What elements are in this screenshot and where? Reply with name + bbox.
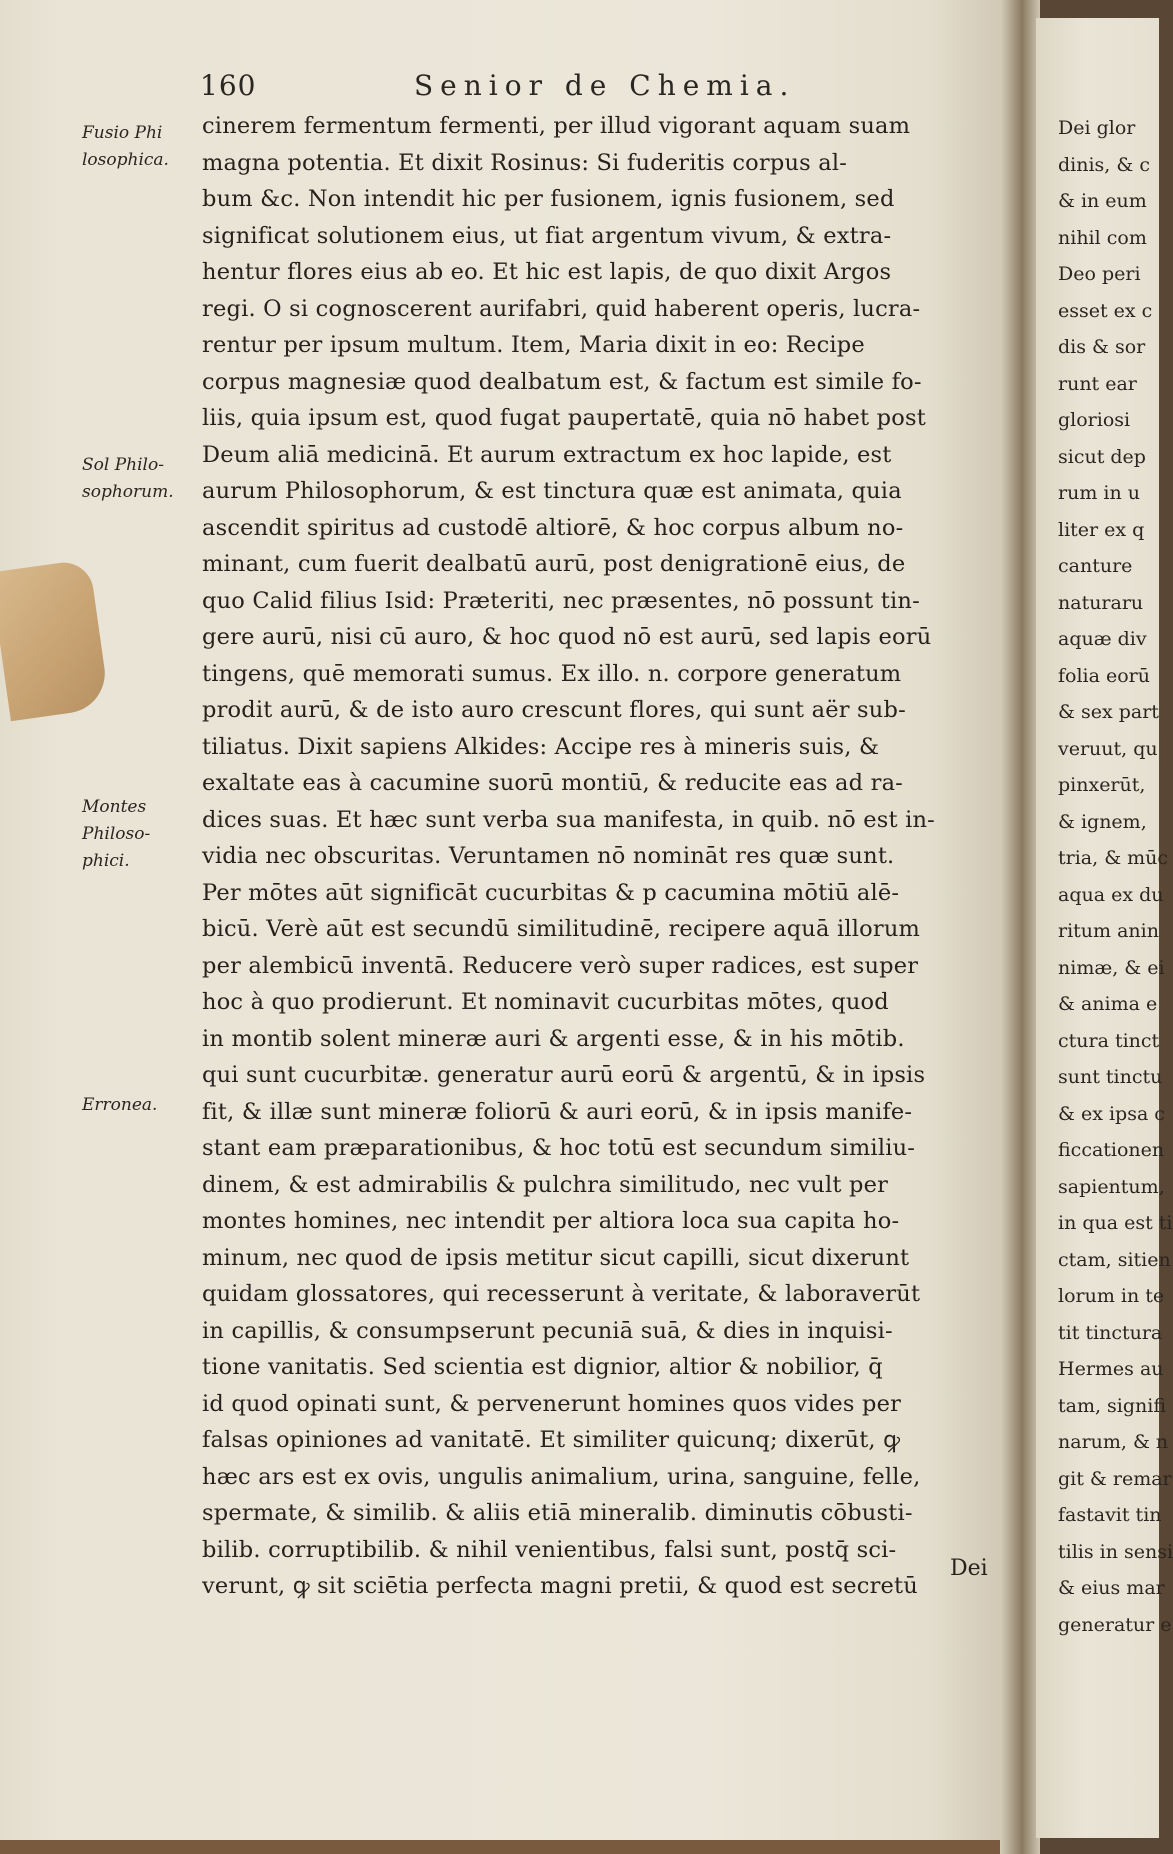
facing-text-line: liter ex q: [1058, 518, 1145, 541]
facing-text-line: tit tinctura: [1058, 1321, 1163, 1344]
paper-tab: [0, 559, 110, 721]
text-line: id quod opinati sunt, & pervenerunt homines quos vides per: [202, 1390, 902, 1417]
facing-text-line: narum, & n: [1058, 1431, 1169, 1453]
text-line: bilib. corruptibilib. & nihil venientibus, falsi sunt, postq̄ sci-: [202, 1536, 897, 1563]
text-line: montes homines, nec intendit per altiora loca sua capita ho-: [202, 1208, 900, 1234]
facing-text-line: tilis in sensi: [1058, 1540, 1173, 1563]
facing-text-line: nimæ, & ei: [1058, 956, 1165, 979]
text-line: verunt, ꝙ sit sciētia perfecta magni pretii, & quod est secretū: [202, 1573, 918, 1599]
marginal-line: phici.: [82, 851, 130, 871]
facing-text-line: rum in u: [1058, 482, 1140, 504]
catchword: Dei: [950, 1556, 988, 1581]
text-line: minum, nec quod de ipsis metitur sicut capilli, sicut dixerunt: [202, 1244, 910, 1271]
text-line: aurum Philosophorum, & est tinctura quæ est animata, quia: [202, 478, 902, 504]
text-line: significat solutionem eius, ut fiat argentum vivum, & extra-: [202, 222, 892, 249]
text-line: cinerem fermentum fermenti, per illud vigorant aquam suam: [202, 113, 911, 139]
running-title: Senior de Chemia.: [414, 69, 796, 102]
text-line: qui sunt cucurbitæ. generatur aurū eorū & argentū, & in ipsis: [202, 1062, 926, 1088]
text-line: in capillis, & consumpserunt pecuniā suā, & dies in inquisi-: [202, 1317, 893, 1344]
text-line: corpus magnesiæ quod dealbatum est, & factum est simile fo-: [202, 368, 922, 395]
text-line: exaltate eas à cacumine suorū montiū, & reducite eas ad ra-: [202, 770, 903, 796]
facing-text-line: pinxerūt,: [1058, 774, 1146, 796]
marginal-note: [82, 452, 194, 506]
text-line: hoc à quo prodierunt. Et nominavit cucurbitas mōtes, quod: [202, 989, 889, 1015]
book-gutter: [1000, 0, 1040, 1854]
facing-text-line: sunt tinctu: [1058, 1066, 1163, 1088]
text-line: falsas opiniones ad vanitatē. Et similiter quicunq; dixerūt, ꝙ: [202, 1427, 901, 1453]
text-line: bum &c. Non intendit hic per fusionem, ignis fusionem, sed: [202, 186, 895, 212]
text-line: dices suas. Et hæc sunt verba sua manifesta, in quib. nō est in-: [202, 806, 935, 833]
facing-text-line: git & remar: [1058, 1467, 1172, 1490]
text-line: stant eam præparationibus, & hoc totū est secundum similiu-: [202, 1135, 916, 1161]
facing-text-line: dis & sor: [1058, 336, 1146, 358]
facing-page-text: [1036, 110, 1173, 1643]
facing-text-line: folia eorū: [1058, 664, 1150, 687]
text-line: dinem, & est admirabilis & pulchra similitudo, nec vult per: [202, 1171, 889, 1198]
facing-text-line: & eius mar: [1058, 1577, 1165, 1599]
text-line: hentur flores eius ab eo. Et hic est lapis, de quo dixit Argos: [202, 259, 892, 285]
text-line: rentur per ipsum multum. Item, Maria dixit in eo: Recipe: [202, 332, 865, 358]
text-line: vidia nec obscuritas. Veruntamen nō nomināt res quæ sunt.: [202, 843, 895, 869]
text-line: quo Calid filius Isid: Præteriti, nec præsentes, nō possunt tin-: [202, 587, 920, 614]
facing-text-line: tam, signifi: [1058, 1394, 1167, 1417]
facing-text-line: & in eum: [1058, 190, 1147, 212]
text-line: fit, & illæ sunt mineræ foliorū & auri eorū, & in ipsis manife-: [202, 1098, 913, 1125]
facing-page: [1036, 18, 1173, 1838]
marginal-line: Erronea.: [82, 1095, 158, 1115]
facing-text-line: Deo peri: [1058, 263, 1141, 285]
facing-text-line: runt ear: [1058, 372, 1137, 395]
marginal-note: [82, 1092, 194, 1119]
marginal-note: [82, 120, 194, 174]
facing-text-line: nihil com: [1058, 226, 1147, 249]
facing-text-line: & sex part: [1058, 701, 1159, 723]
text-line: bicū. Verè aūt est secundū similitudinē, recipere aquā illorum: [202, 916, 921, 942]
facing-text-line: lorum in te: [1058, 1285, 1165, 1307]
marginal-line: sophorum.: [82, 482, 174, 502]
text-line: hæc ars est ex ovis, ungulis animalium, urina, sanguine, felle,: [202, 1463, 921, 1490]
facing-text-line: aquæ div: [1058, 628, 1147, 650]
text-line: tiliatus. Dixit sapiens Alkides: Accipe res à mineris suis, &: [202, 733, 880, 760]
text-line: per alembicū inventā. Reducere verò super radices, est super: [202, 952, 919, 979]
facing-text-line: esset ex c: [1058, 299, 1153, 322]
text-line: Deum aliā medicinā. Et aurum extractum ex hoc lapide, est: [202, 441, 892, 468]
text-line: quidam glossatores, qui recesserunt à veritate, & laboraverūt: [202, 1281, 921, 1307]
facing-text-line: ctura tinct: [1058, 1029, 1160, 1052]
marginal-line: Philoso-: [82, 824, 151, 844]
marginal-line: Fusio Phi: [82, 123, 163, 143]
facing-text-line: tria, & mūc: [1058, 847, 1169, 869]
text-line: tingens, quē memorati sumus. Ex illo. n. corpore generatum: [202, 660, 902, 687]
text-line: in montib solent mineræ auri & argenti esse, & in his mōtib.: [202, 1025, 905, 1052]
text-line: tione vanitatis. Sed scientia est dignior, altior & nobilior, q̄: [202, 1354, 883, 1380]
page-number: 160: [200, 69, 257, 102]
text-line: magna potentia. Et dixit Rosinus: Si fuderitis corpus al-: [202, 149, 848, 176]
facing-text-line: ritum anin: [1058, 920, 1159, 942]
marginal-line: Sol Philo-: [82, 455, 164, 475]
text-line: liis, quia ipsum est, quod fugat paupertatē, quia nō habet post: [202, 405, 926, 431]
facing-text-line: naturaru: [1058, 591, 1144, 614]
text-line: minant, cum fuerit dealbatū aurū, post denigrationē eius, de: [202, 551, 906, 577]
page-header: [200, 66, 1000, 106]
text-line: Per mōtes aūt significāt cucurbitas & p cacumina mōtiū alē-: [202, 879, 900, 906]
text-line: gere aurū, nisi cū auro, & hoc quod nō est aurū, sed lapis eorū: [202, 624, 932, 650]
marginal-line: losophica.: [82, 150, 169, 170]
main-text: [202, 108, 1002, 1605]
facing-text-line: ficcationen: [1058, 1139, 1165, 1161]
facing-text-line: Hermes au: [1058, 1358, 1164, 1380]
facing-text-line: generatur e: [1058, 1613, 1172, 1636]
text-line: ascendit spiritus ad custodē altiorē, & hoc corpus album no-: [202, 514, 904, 541]
text-line: regi. O si cognoscerent aurifabri, quid haberent operis, lucra-: [202, 295, 921, 322]
facing-text-line: dinis, & c: [1058, 153, 1150, 176]
facing-text-line: & ex ipsa c: [1058, 1102, 1165, 1125]
facing-text-line: fastavit tin: [1058, 1504, 1162, 1526]
facing-text-line: sicut dep: [1058, 445, 1146, 468]
facing-text-line: sapientum,: [1058, 1175, 1165, 1198]
facing-text-line: gloriosi: [1058, 409, 1131, 431]
facing-text-line: & ignem,: [1058, 810, 1147, 833]
facing-text-line: Dei glor: [1058, 117, 1136, 139]
facing-text-line: & anima e: [1058, 993, 1158, 1015]
facing-text-line: veruut, qu: [1058, 737, 1158, 760]
marginal-line: Montes: [82, 797, 147, 817]
facing-text-line: aqua ex du: [1058, 883, 1164, 906]
facing-text-line: ctam, sitien: [1058, 1248, 1171, 1271]
facing-text-line: in qua est ti: [1058, 1212, 1173, 1234]
text-line: spermate, & similib. & aliis etiā mineralib. diminutis cōbusti-: [202, 1500, 913, 1526]
text-line: prodit aurū, & de isto auro crescunt flores, qui sunt aër sub-: [202, 697, 906, 723]
marginal-note: [82, 794, 194, 875]
facing-text-line: canture: [1058, 555, 1133, 577]
